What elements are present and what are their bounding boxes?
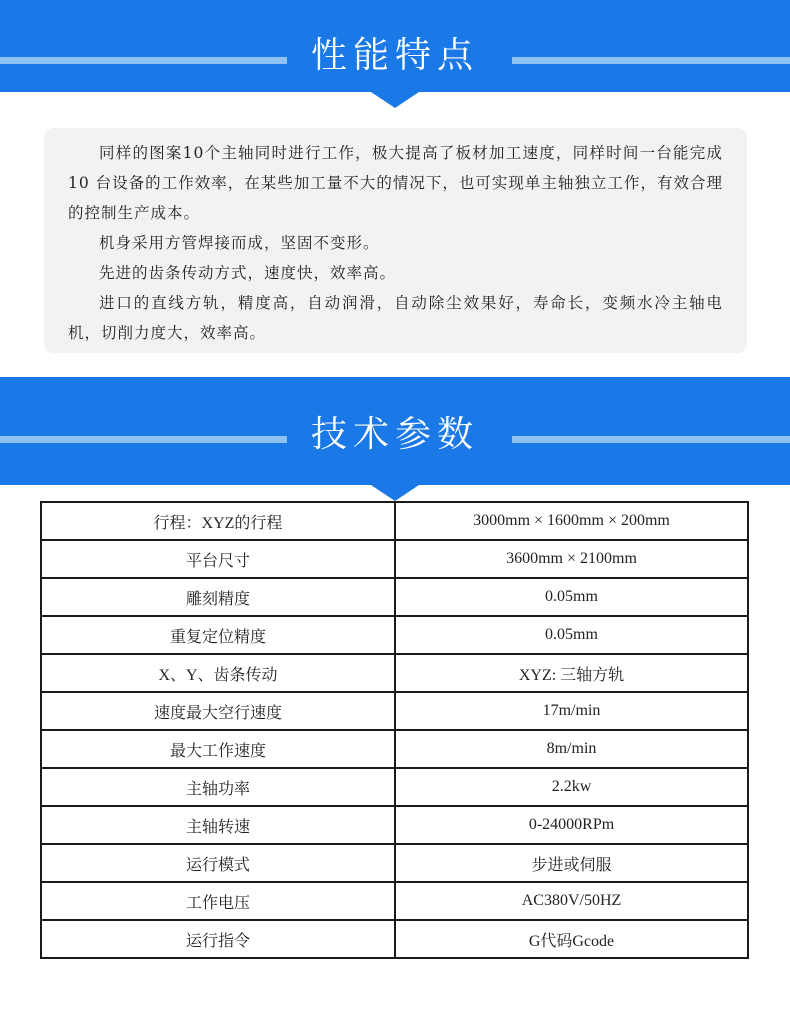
spec-label: 主轴转速 — [41, 806, 395, 844]
spec-value: G代码Gcode — [395, 920, 748, 958]
spec-value: 8m/min — [395, 730, 748, 768]
spec-label: 平台尺寸 — [41, 540, 395, 578]
spec-label: 运行模式 — [41, 844, 395, 882]
table-row — [41, 844, 748, 882]
feature-paragraph: 先进的齿条传动方式，速度快，效率高。 — [99, 264, 397, 282]
spec-value: AC380V/50HZ — [395, 882, 748, 920]
specs-banner-pointer — [371, 485, 419, 501]
feature-paragraph: 机身采用方管焊接而成，坚固不变形。 — [99, 234, 380, 252]
spec-value: 0.05mm — [395, 578, 748, 616]
spec-label: 主轴功率 — [41, 768, 395, 806]
table-row — [41, 578, 748, 616]
features-title: 性能特点 — [310, 35, 479, 76]
spec-value: XYZ: 三轴方轨 — [395, 654, 748, 692]
table-row — [41, 920, 748, 958]
features-banner-pointer — [371, 92, 419, 108]
spec-label: 重复定位精度 — [41, 616, 395, 654]
spec-label: 行程：XYZ的行程 — [41, 502, 395, 540]
table-row — [41, 540, 748, 578]
table-row — [41, 502, 748, 540]
table-row — [41, 768, 748, 806]
spec-value: 3000mm × 1600mm × 200mm — [395, 502, 748, 540]
spec-label: 最大工作速度 — [41, 730, 395, 768]
spec-label: X、Y、齿条传动 — [41, 654, 395, 692]
spec-value: 17m/min — [395, 692, 748, 730]
table-row — [41, 806, 748, 844]
spec-value: 3600mm × 2100mm — [395, 540, 748, 578]
table-row — [41, 730, 748, 768]
spec-value: 0-24000RPm — [395, 806, 748, 844]
specs-title: 技术参数 — [310, 414, 479, 455]
table-row — [41, 654, 748, 692]
spec-value: 步进或伺服 — [395, 844, 748, 882]
spec-label: 运行指令 — [41, 920, 395, 958]
spec-label: 速度最大空行速度 — [41, 692, 395, 730]
specs-table — [40, 501, 749, 959]
spec-label: 工作电压 — [41, 882, 395, 920]
features-panel — [44, 128, 747, 353]
spec-value: 2.2kw — [395, 768, 748, 806]
feature-paragraph: 进口的直线方轨，精度高，自动润滑，自动除尘效果好，寿命长，变频水冷主轴电机，切削力度大，效率高。 — [68, 294, 723, 342]
features-banner — [0, 0, 790, 92]
table-row — [41, 882, 748, 920]
specs-banner — [0, 377, 790, 485]
table-row — [41, 616, 748, 654]
table-row — [41, 692, 748, 730]
feature-paragraph: 同样的图案10个主轴同时进行工作，极大提高了板材加工速度，同样时间一台能完成 10 台设备的工作效率，在某些加工量不大的情况下，也可实现单主轴独立工作，有效合理的控制生产成本。 — [68, 144, 723, 222]
spec-value: 0.05mm — [395, 616, 748, 654]
spec-label: 雕刻精度 — [41, 578, 395, 616]
